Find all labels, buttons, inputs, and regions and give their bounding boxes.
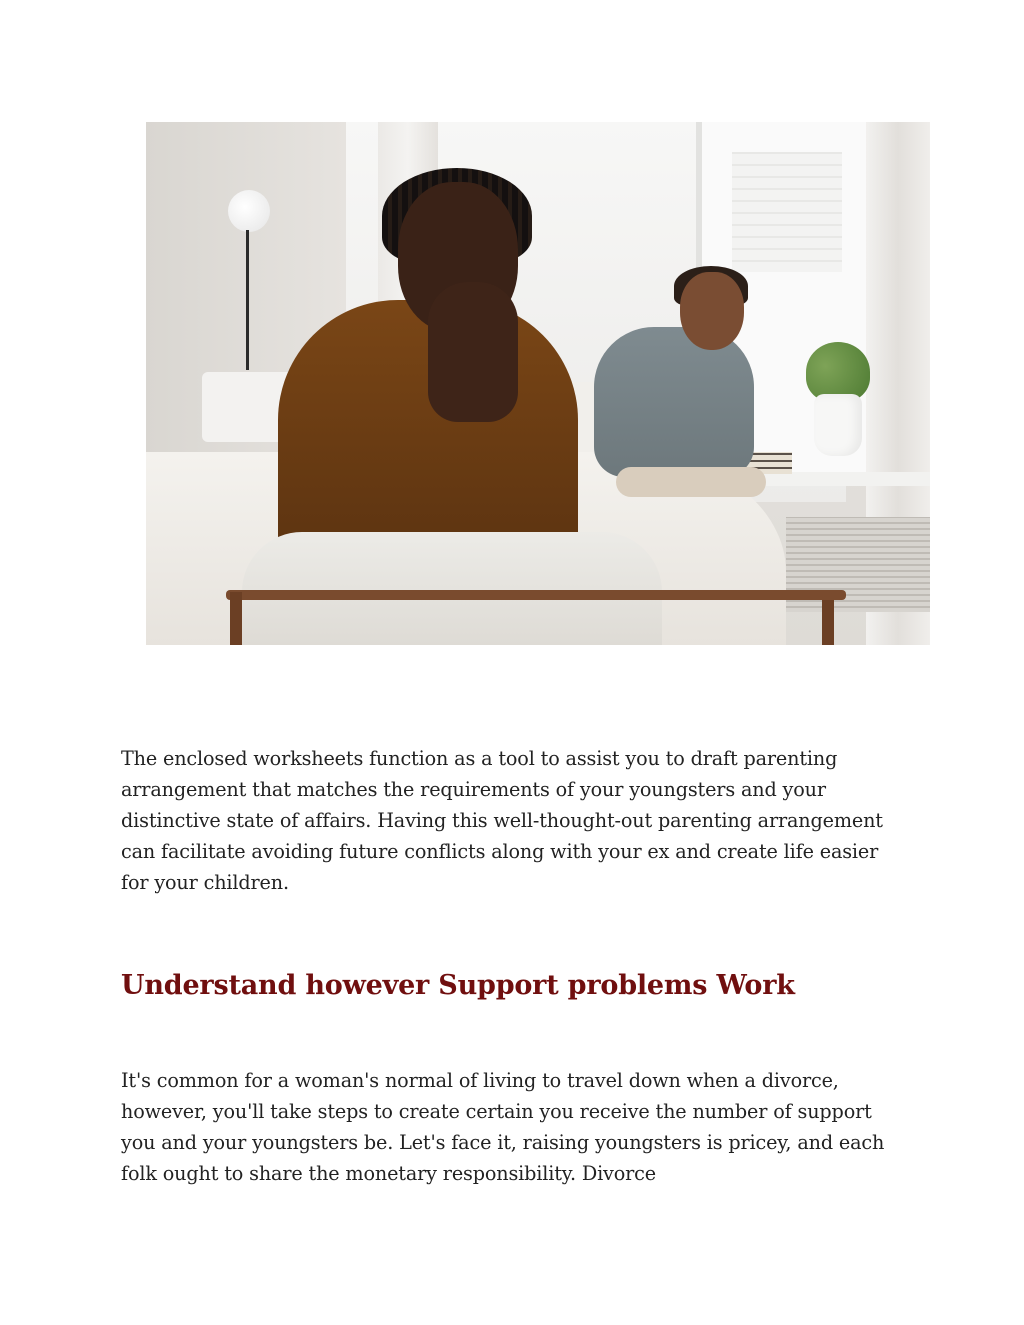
lamp-cord-shape [246,230,249,370]
intro-paragraph: The enclosed worksheets function as a tool to assist you to draft parenting arrangement that matches the requirements of your youngsters and your distinctive state of affairs. Having this well-thought-out parenting arrangement can facilitate avoiding future conflicts along with your ex and create life easier for your children. [121,747,883,894]
plant-shape [806,342,870,402]
woman-figure [594,327,754,477]
body-paragraph: It's common for a woman's normal of living to travel down when a divorce, however, you'll take steps to create certain you receive the number of support you and your youngsters be. Let's face it, raising youngsters is pricey, and each folk ought to share the monetary responsibility. Divorce [121,1069,885,1185]
bench-leg-shape [822,600,834,645]
bench-shape [226,590,846,600]
section-heading: Understand however Support problems Work [121,970,795,1001]
bench-leg-shape [230,592,242,645]
man-hands-shape [428,282,518,422]
article-photo [146,122,930,645]
wall-lamp-shape [228,190,270,232]
plant-pot-shape [814,394,862,456]
woman-head-shape [680,272,744,350]
woman-leg-shape [616,467,766,497]
man-pants-shape [242,532,662,645]
